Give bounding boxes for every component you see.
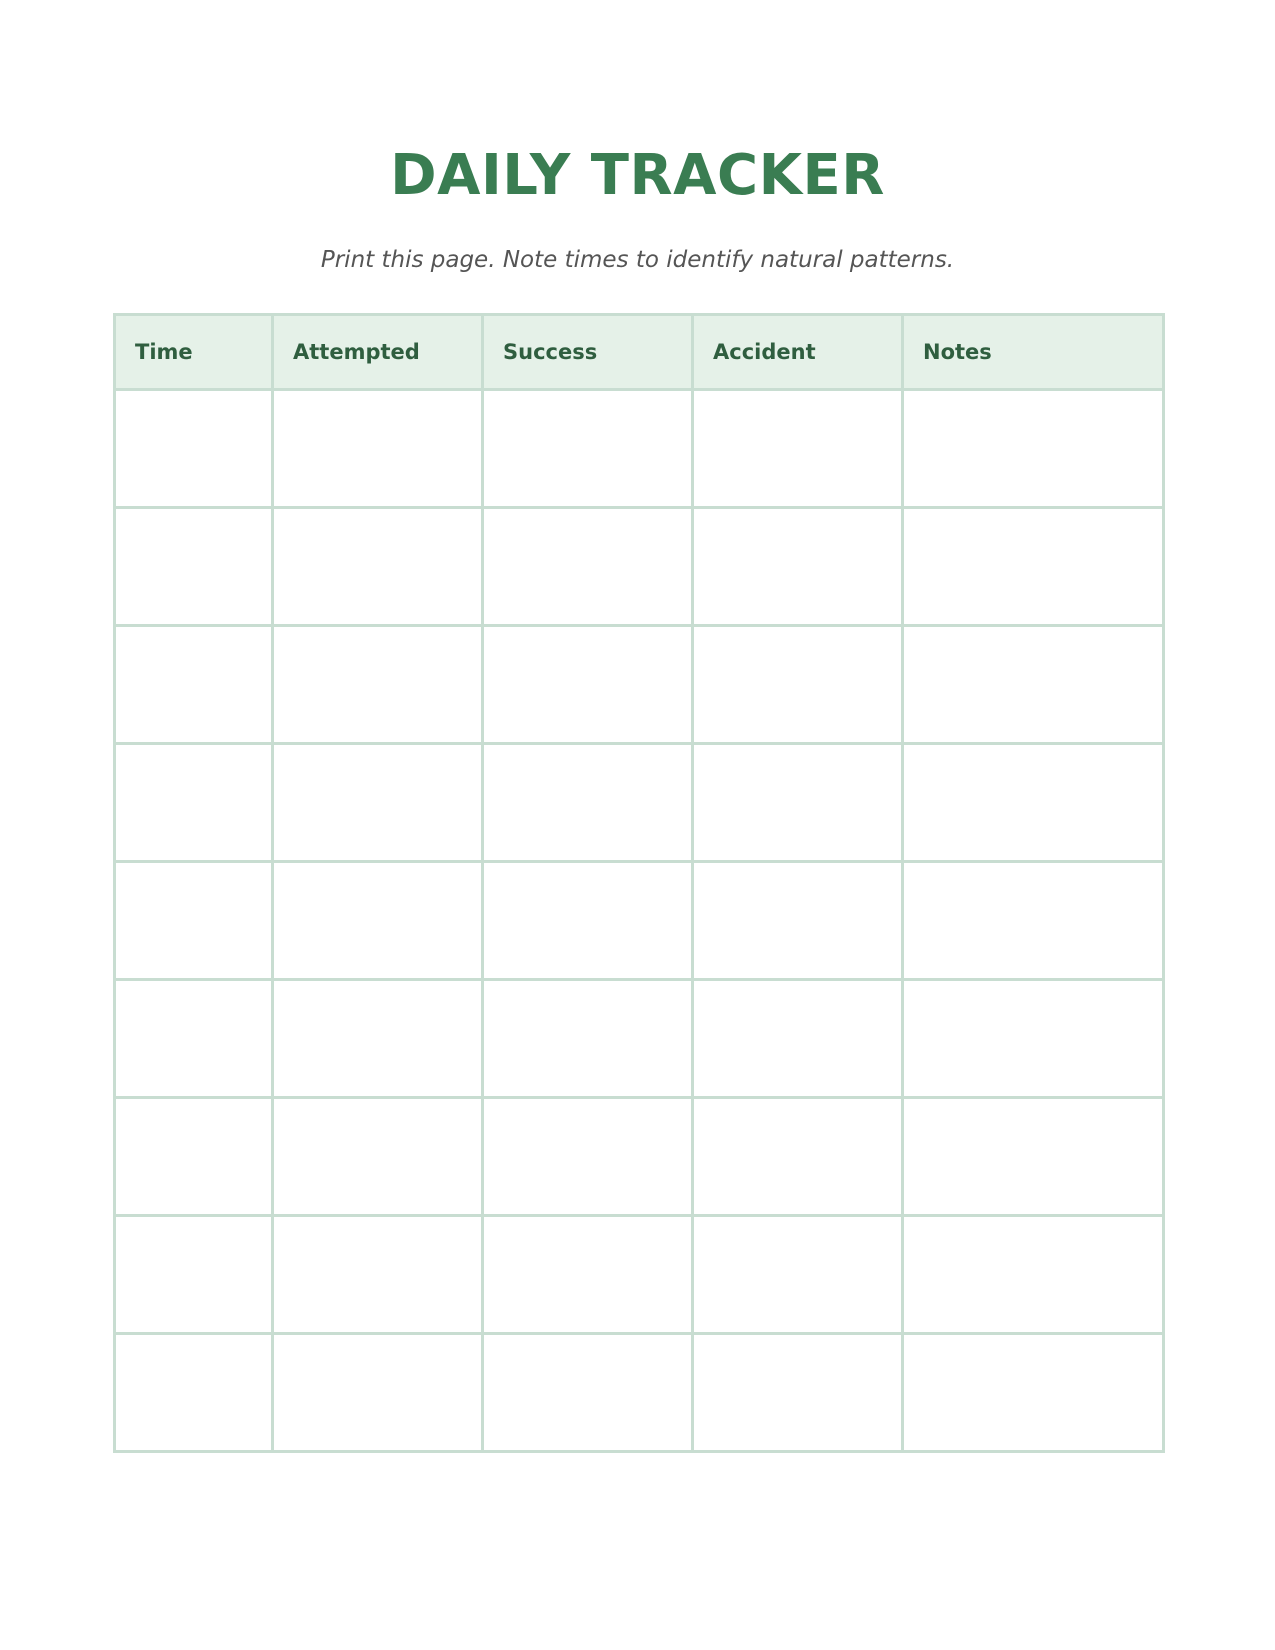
- success-cell: [483, 1098, 693, 1216]
- table-row: [115, 744, 1164, 862]
- time-cell: [115, 508, 273, 626]
- notes-cell: [903, 1098, 1164, 1216]
- accident-cell: [693, 1098, 903, 1216]
- time-cell: [115, 390, 273, 508]
- notes-cell: [903, 508, 1164, 626]
- time-cell: [115, 1216, 273, 1334]
- table-row: [115, 862, 1164, 980]
- table-row: [115, 980, 1164, 1098]
- table-row: [115, 1216, 1164, 1334]
- column-header-notes: Notes: [903, 315, 1164, 390]
- time-cell: [115, 744, 273, 862]
- time-cell: [115, 1334, 273, 1452]
- notes-cell: [903, 980, 1164, 1098]
- accident-cell: [693, 390, 903, 508]
- accident-cell: [693, 1334, 903, 1452]
- time-cell: [115, 980, 273, 1098]
- notes-cell: [903, 626, 1164, 744]
- success-cell: [483, 980, 693, 1098]
- success-cell: [483, 626, 693, 744]
- success-cell: [483, 508, 693, 626]
- table-header-row: [115, 315, 1164, 390]
- success-cell: [483, 390, 693, 508]
- notes-cell: [903, 390, 1164, 508]
- time-cell: [115, 1098, 273, 1216]
- attempted-cell: [273, 626, 483, 744]
- attempted-cell: [273, 980, 483, 1098]
- attempted-cell: [273, 508, 483, 626]
- attempted-cell: [273, 1334, 483, 1452]
- table-row: [115, 1098, 1164, 1216]
- column-header-success: Success: [483, 315, 693, 390]
- page-subtitle: Print this page. Note times to identify natural patterns.: [320, 247, 955, 273]
- accident-cell: [693, 508, 903, 626]
- attempted-cell: [273, 1216, 483, 1334]
- accident-cell: [693, 744, 903, 862]
- notes-cell: [903, 862, 1164, 980]
- success-cell: [483, 1334, 693, 1452]
- notes-cell: [903, 1334, 1164, 1452]
- time-cell: [115, 862, 273, 980]
- attempted-cell: [273, 390, 483, 508]
- success-cell: [483, 744, 693, 862]
- column-header-attempted: Attempted: [273, 315, 483, 390]
- success-cell: [483, 1216, 693, 1334]
- table-row: [115, 390, 1164, 508]
- attempted-cell: [273, 862, 483, 980]
- success-cell: [483, 862, 693, 980]
- column-header-accident: Accident: [693, 315, 903, 390]
- accident-cell: [693, 1216, 903, 1334]
- table-row: [115, 1334, 1164, 1452]
- page-title: DAILY TRACKER: [390, 143, 885, 208]
- attempted-cell: [273, 744, 483, 862]
- notes-cell: [903, 1216, 1164, 1334]
- table-row: [115, 626, 1164, 744]
- notes-cell: [903, 744, 1164, 862]
- accident-cell: [693, 626, 903, 744]
- tracker-table: [113, 313, 1165, 1453]
- attempted-cell: [273, 1098, 483, 1216]
- accident-cell: [693, 862, 903, 980]
- accident-cell: [693, 980, 903, 1098]
- time-cell: [115, 626, 273, 744]
- column-header-time: Time: [115, 315, 273, 390]
- table-row: [115, 508, 1164, 626]
